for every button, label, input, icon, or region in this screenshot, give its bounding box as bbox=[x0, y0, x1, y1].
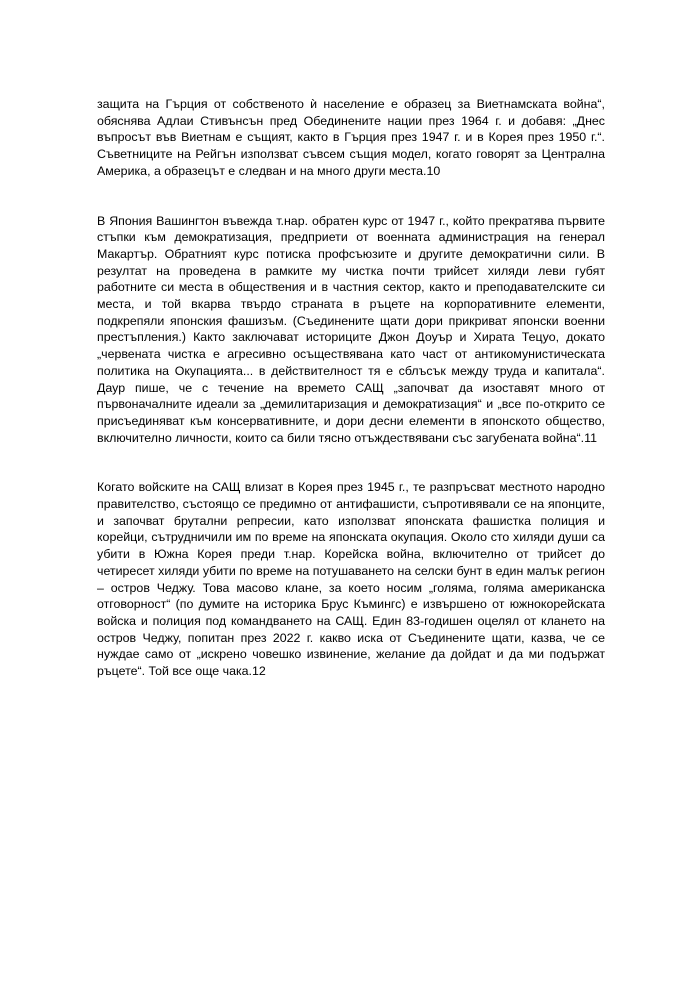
paragraph-japan-reverse-course: В Япония Вашингтон въвежда т.нар. обратен курс от 1947 г., който прекратява първите стъпки към демократизация, предприети от военната администрация на генерал Макартър. Обратният курс потиска профсъюзите и другите демократични сили. В резултат на проведена в рамките му чистка почти трийсет хиляди леви губят работните си места в обществения и в частния сектор, както и преподавателските си места, и той вкарва твърдо страната в ръцете на корпоративните елементи, подкрепяли японския фашизъм. (Съединените щати дори прикриват японски военни престъпления.) Както заключават историците Джон Доуър и Хирата Тецуо, докато „червената чистка е агресивно осъществявана като част от антикомунистическата политика на Окупацията... в действителност тя е сблъсък между труда и капитала“. Даур пише, че с течение на времето САЩ „започват да изоставят много от първоначалните идеали за „демилитаризация и демократизация“ и „все по-открито се присъединяват към консервативните, и дори десни елементи в японското общество, включително личности, които са били тясно отъждествявани със загубената война“.11 bbox=[97, 213, 605, 445]
paragraph-korea-repression: Когато войските на САЩ влизат в Корея през 1945 г., те разпръсват местното народно правителство, състоящо се предимно от антифашисти, съпротивявали се на японците, и започват брутални репресии, като използват японската фашистка полиция и корейци, сътрудничили им по време на японската окупация. Около сто хиляди души са убити в Южна Корея преди т.нар. Корейска война, включително от трийсет до четиресет хиляди убити по време на потушаването на селски бунт в един малък регион – остров Чеджу. Това масово клане, за което носим „голяма, голяма американска отговорност“ (по думите на историка Брус Къмингс) е извършено от южнокорейската войска и полиция под командването на САЩ. Един 83-годишен оцелял от клането на остров Чеджу, попитан през 2022 г. какво иска от Съединените щати, казва, че се нуждае само от „искрено човешко извинение, желание да дойдат и да ми подържат ръцете“. Той все още чака.12 bbox=[97, 480, 605, 679]
paragraph-greece-vietnam: защита на Гърция от собственото ѝ население е образец за Виетнамската война“, обяснява Адлаи Стивънсън пред Обединените нации през 1964 г. и добавя: „Днес въпросът във Виетнам е същият, както в Гърция през 1947 г. и в Корея през 1950 г.“. Съветниците на Рейгън използват съвсем същия модел, когато говорят за Централна Америка, а образецът е следван и на много други места.10 bbox=[97, 97, 605, 178]
document-body bbox=[97, 96, 605, 713]
